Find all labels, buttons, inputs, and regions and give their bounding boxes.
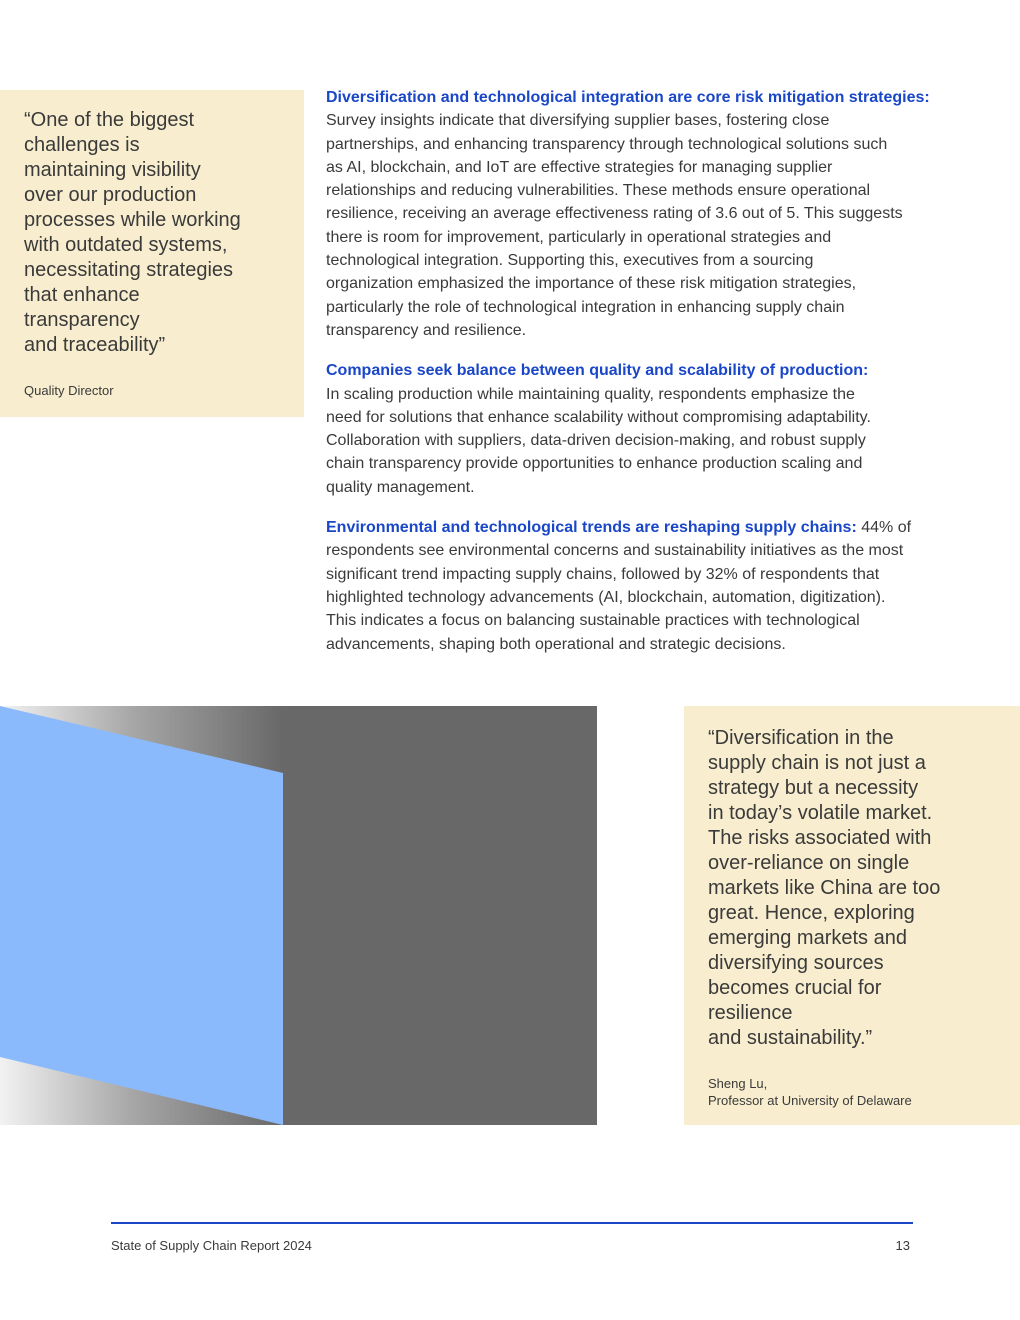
body-line: technological integration. Supporting this, executives from a sourcing <box>326 252 814 270</box>
quote-line: great. Hence, exploring <box>708 902 915 924</box>
body-line: resilience, receiving an average effectiveness rating of 3.6 out of 5. This suggests <box>326 205 903 223</box>
body-line: organization emphasized the importance of these risk mitigation strategies, <box>326 275 857 293</box>
quote-line: necessitating strategies <box>24 259 234 281</box>
quote-line: and sustainability.” <box>708 1027 873 1049</box>
body-line: partnerships, and enhancing transparency through technological solutions such <box>326 135 888 153</box>
quote-line: and traceability” <box>24 334 166 356</box>
quote-line: markets like China are too <box>708 877 941 899</box>
quote-line: becomes crucial for <box>708 977 882 999</box>
section-heading-line <box>326 516 966 539</box>
attribution-name: Sheng Lu, <box>708 1076 768 1091</box>
quote-line: in today’s volatile market. <box>708 802 933 824</box>
quote-line: that enhance <box>24 284 140 306</box>
quote-line: supply chain is not just a <box>708 752 926 774</box>
pull-quote-sheng-lu <box>684 706 1020 1125</box>
footer-report-title: State of Supply Chain Report 2024 <box>111 1238 312 1253</box>
pull-quote-quality-director <box>0 90 304 417</box>
quote-line: with outdated systems, <box>24 234 228 256</box>
pull-quote-text <box>708 726 996 1051</box>
body-line: respondents see environmental concerns and sustainability initiatives as the most <box>326 542 904 560</box>
footer-divider <box>111 1222 913 1224</box>
body-line: advancements, shaping both operational and strategic decisions. <box>326 635 786 653</box>
section-quality-scalability <box>326 359 966 499</box>
body-line: In scaling production while maintaining quality, respondents emphasize the <box>326 385 855 403</box>
quote-line: “Diversification in the <box>708 727 894 749</box>
section-risk-mitigation <box>326 86 966 342</box>
body-line: significant trend impacting supply chains, followed by 32% of respondents that <box>326 565 880 583</box>
body-line: This indicates a focus on balancing sustainable practices with technological <box>326 612 860 630</box>
body-line: quality management. <box>326 478 475 496</box>
section-heading: Companies seek balance between quality and scalability of production: <box>326 362 869 380</box>
heading-tail-text: 44% of <box>856 519 912 537</box>
quote-line: strategy but a necessity <box>708 777 919 799</box>
main-text-column <box>326 86 966 673</box>
body-line: highlighted technology advancements (AI, blockchain, automation, digitization). <box>326 588 886 606</box>
quote-line: diversifying sources <box>708 952 884 974</box>
section-heading: Environmental and technological trends are reshaping supply chains: <box>326 519 857 537</box>
quote-attribution <box>708 1075 996 1109</box>
quote-line: “One of the biggest <box>24 109 195 131</box>
quote-line: maintaining visibility <box>24 159 201 181</box>
quote-line: transparency <box>24 309 140 331</box>
body-line: need for solutions that enhance scalability without compromising adaptability. <box>326 408 871 426</box>
attribution-title: Professor at University of Delaware <box>708 1093 912 1108</box>
quote-line: challenges is <box>24 134 140 156</box>
quote-line: over our production <box>24 184 197 206</box>
quote-line: over-reliance on single <box>708 852 910 874</box>
quote-line: processes while working <box>24 209 241 231</box>
body-line: as AI, blockchain, and IoT are effective strategies for managing supplier <box>326 158 833 176</box>
quote-attribution <box>24 382 280 399</box>
body-line: particularly the role of technological integration in enhancing supply chain <box>326 298 845 316</box>
body-line: there is room for improvement, particularly in operational strategies and <box>326 228 832 246</box>
page-number: 13 <box>895 1238 910 1253</box>
graphic-blue-panel <box>0 706 283 1125</box>
attribution-title: Quality Director <box>24 383 114 398</box>
section-trends <box>326 516 966 656</box>
body-line: Collaboration with suppliers, data-driven decision-making, and robust supply <box>326 432 866 450</box>
body-line: chain transparency provide opportunities to enhance production scaling and <box>326 455 863 473</box>
body-line: transparency and resilience. <box>326 321 527 339</box>
body-line: Survey insights indicate that diversifying supplier bases, fostering close <box>326 112 830 130</box>
section-heading: Diversification and technological integration are core risk mitigation strategies: <box>326 89 930 106</box>
quote-line: emerging markets and <box>708 927 907 949</box>
body-line: relationships and reducing vulnerabilities. These methods ensure operational <box>326 182 871 200</box>
decorative-graphic <box>0 706 597 1125</box>
quote-line: The risks associated with <box>708 827 932 849</box>
quote-line: resilience <box>708 1002 793 1024</box>
pull-quote-text <box>24 108 280 358</box>
